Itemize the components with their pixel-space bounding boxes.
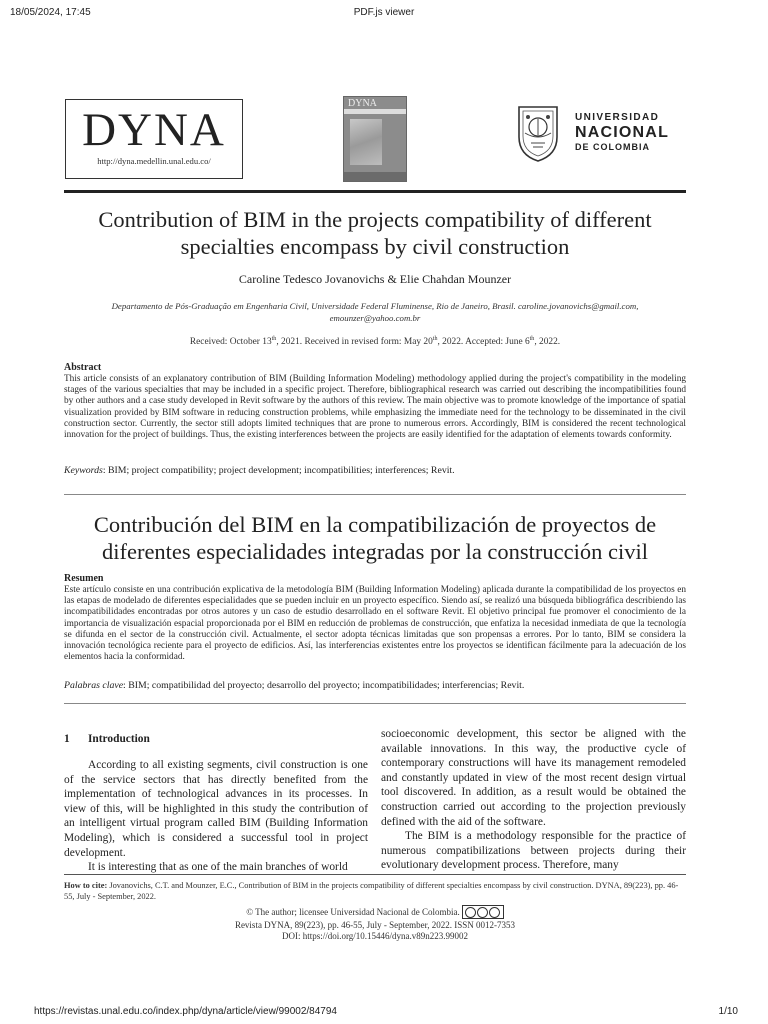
footnote-divider — [64, 874, 686, 875]
licence-block: © The author; licensee Universidad Nacional de Colombia. Revista DYNA, 89(223), pp. 46-55, July - September, 2022. ISSN 0012-7353 DOI: https://doi.org/10.15446/dyna.v89n223.99002 — [64, 906, 686, 942]
print-header — [0, 4, 768, 20]
resumen-keywords: Palabras clave: BIM; compatibilidad del proyecto; desarrollo del proyecto; incompatibilidades; interferencias; Revit. — [64, 680, 525, 691]
body-column-right — [381, 727, 686, 873]
article-authors: Caroline Tedesco Jovanovichs & Elie Chahdan Mounzer — [238, 272, 512, 286]
print-title: PDF.js viewer — [353, 7, 415, 18]
article-title-en: Contribution of BIM in the projects compatibility of different specialties encompass by civil construction — [98, 207, 652, 259]
citation-footnote: How to cite: Jovanovichs, C.T. and Mounzer, E.C., Contribution of BIM in the projects compatibility of different specialties encompass by civil construction. DYNA, 89(223), pp. 46-55, July - September, 2022. — [64, 881, 679, 901]
doi-link[interactable]: DOI: https://doi.org/10.15446/dyna.v89n223.99002 — [281, 931, 469, 942]
university-name: UNIVERSIDAD NACIONAL DE COLOMBIA — [575, 112, 670, 152]
article-affiliation: Departamento de Pós-Graduação em Engenharia Civil, Universidade Federal Fluminense, Rio de Janeiro, Brasil. caroline.jovanovichs@gmail.com, emounzer@yahoo.com.br — [111, 301, 639, 323]
paragraph: socioeconomic development, this sector be aligned with the available innovations. In this way, the productive cycle of contemporary constructions will have its management remodeled and constantly updated in view of the most recent design virtual tool discovered. In addition, as a result would be obtained the construction carried out according to the projection previously defined with the aid of the software. — [381, 728, 686, 828]
article-title-es: Contribución del BIM en la compatibilización de proyectos de diferentes especialidades integradas por la construcción civil — [93, 512, 657, 564]
resumen-text: Este artículo consiste en una contribución explicativa de la metodología BIM (Building Information Modeling) aplicada durante la compatibilidad de los proyectos en las etapas de modelado de diferentes especialidades que se pueden incluir en un proyecto específico. Siendo así, se realizó una búsqueda bibliográfica describiendo las incompatibilidades encontradas por otros autores y un caso de estudio desarrollado en el software Revit. El objetivo principal fue promover el conocimiento de la importancia de visualización espacial proporcionada por el BIM en reducción de problemas de construcción, que enfatiza la necesidad inmediata de que la tecnología se difunda en el sector de la construcción civil. Actualmente, el sector adopta técnicas limitadas que son propensas a errores. Por lo tanto, BIM se considera la innovación tecnológica reciente para el proyecto de edificios. Así, las interferencias existentes entre los proyectos se identifican fácilmente para la adecuación de los elementos hacia la conformidad. — [64, 585, 686, 663]
resumen-divider — [64, 703, 686, 704]
abstract-divider — [64, 494, 686, 495]
print-url[interactable]: https://revistas.unal.edu.co/index.php/dyna/article/view/99002/84794 — [34, 1006, 337, 1017]
cover-title: DYNA — [348, 98, 377, 109]
abstract-keywords: Keywords: BIM; project compatibility; project development; incompatibilities; interferences; Revit. — [64, 465, 455, 476]
university-seal-icon — [513, 103, 563, 163]
print-footer — [0, 1006, 768, 1022]
body-column-left — [64, 758, 368, 875]
print-date: 18/05/2024, 17:45 — [10, 7, 91, 18]
journal-url[interactable]: http://dyna.medellin.unal.edu.co/ — [97, 156, 211, 166]
resumen-heading: Resumen — [64, 573, 104, 584]
journal-logo — [65, 99, 243, 179]
paragraph: The BIM is a methodology responsible for the practice of numerous compatibilizations between projects during their evolutionary development process. Therefore, many — [381, 830, 686, 872]
cc-license-icon[interactable] — [462, 905, 504, 919]
print-page-number: 1/10 — [718, 1006, 738, 1017]
header-divider — [64, 190, 686, 193]
abstract-text: This article consists of an explanatory contribution of BIM (Building Information Modeling) methodology applied during the project's compatibility in the modeling stages of the various specialties that may be included in a specific project. Therefore, bibliographical research was carried out describing the incompatibilities found by other authors and a case study developed in Revit software by the authors of this review. The main objective was to promote knowledge of the importance of spatial visualization provided by BIM software in reducing construction problems, while emphasizing the immediate need for the technology to be disseminated in the civil construction sector. Currently, the sector still adopts limited techniques that are prone to numerous errors. Accordingly, BIM is considered the recent technological innovation for the project of buildings. Thus, the existing interferences between the projects are easily identified for the adaptation of elements towards conformity. — [64, 374, 686, 441]
article-dates: Received: October 13th, 2021. Received in revised form: May 20th, 2022. Accepted: June 6th, 2022. — [189, 336, 561, 348]
paragraph: It is interesting that as one of the main branches of world — [88, 861, 348, 874]
paragraph: According to all existing segments, civil construction is one of the service sectors that has directly benefited from the implementation of technological advances in its processes. In view of this, will be highlighted in this study the contribution of an intelligent virtual program called BIM (Building Information Modeling), which is considered a successful tool in project development. — [64, 759, 368, 859]
abstract-heading: Abstract — [64, 362, 102, 373]
journal-logo-text: DYNA — [82, 104, 226, 156]
journal-cover-image — [343, 96, 407, 182]
introduction-heading: 1 Introduction — [64, 733, 150, 745]
